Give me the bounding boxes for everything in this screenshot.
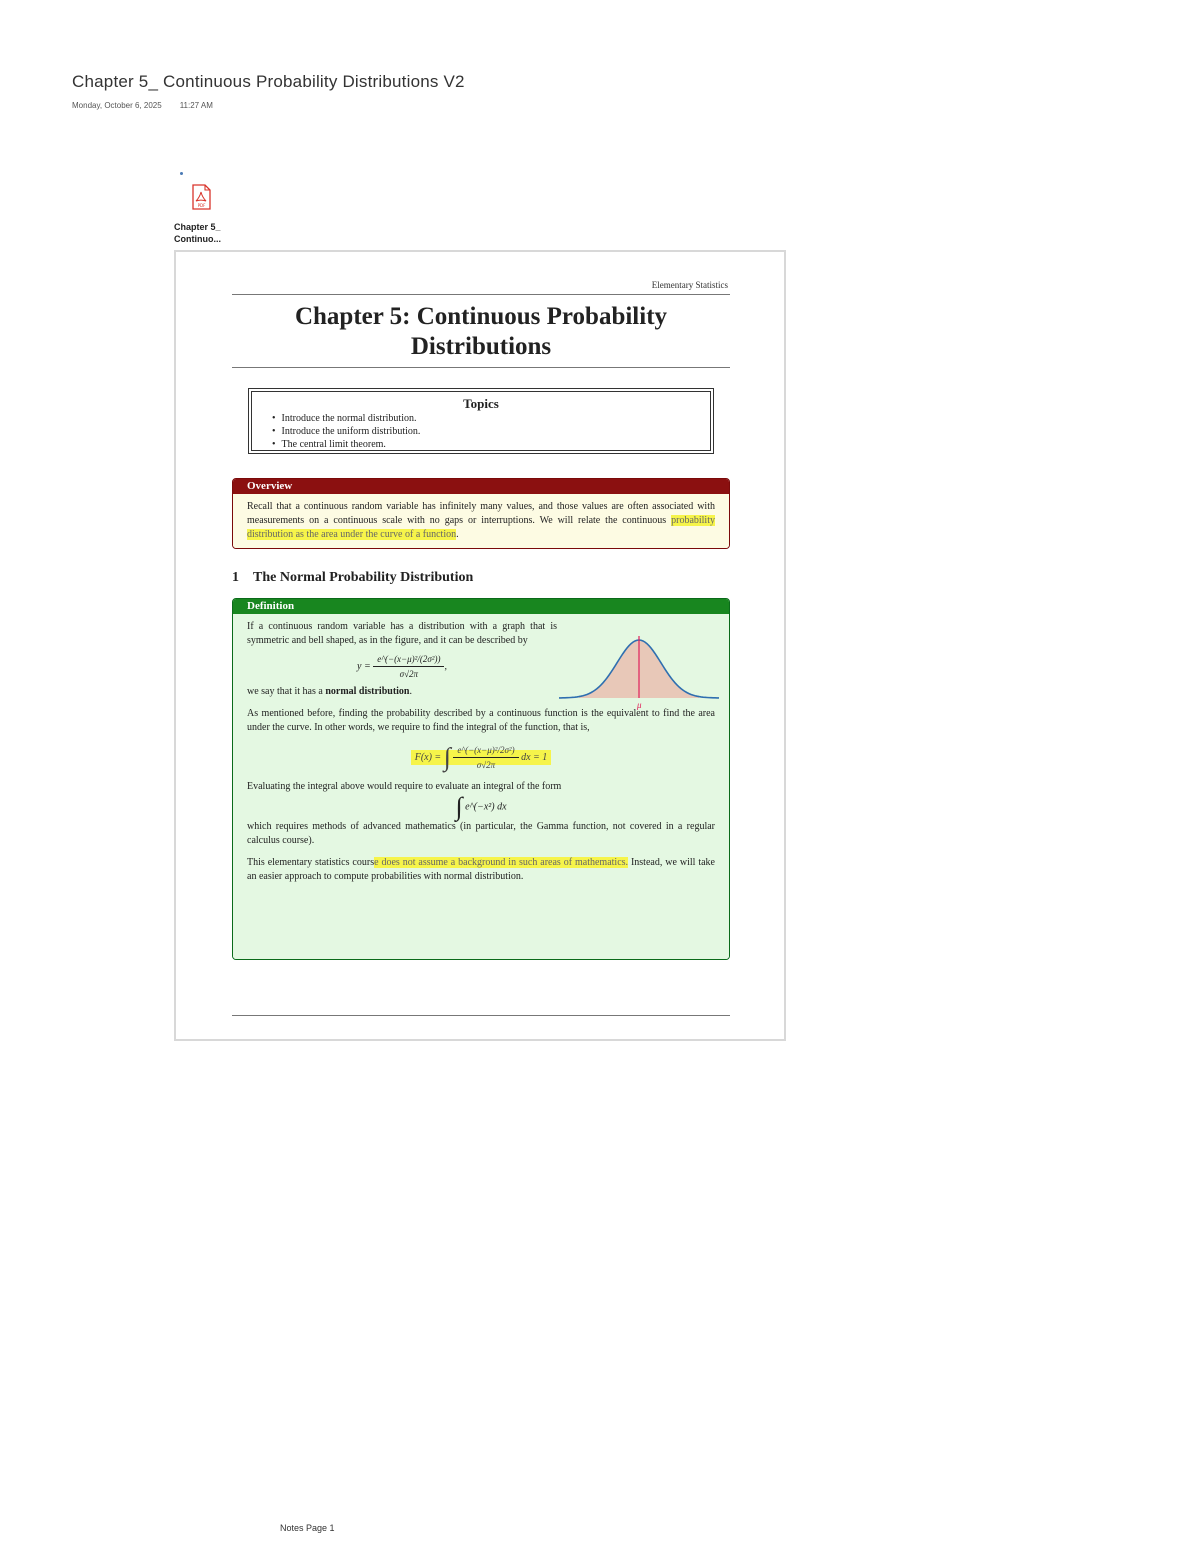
normal-density-formula: y = $\frac{\text{e\textasciicircum{}(−(x−μ)²/(2σ²))}}{\sigma√2\pi}$ , — [357, 654, 447, 679]
header-rule — [232, 294, 730, 295]
running-head: Elementary Statistics — [651, 280, 728, 290]
gamma-form-formula — [247, 792, 715, 821]
overview-text-plain: Recall that a continuous random variable has infinitely many values, and those values are often associated with measurements on a continuous scale with no gaps or interruptions. We will relate the continuous — [247, 501, 715, 526]
attachment-name — [174, 221, 234, 245]
section-heading — [232, 570, 473, 586]
chapter-title-line2: Distributions — [410, 333, 552, 360]
pdf-page-preview[interactable] — [174, 250, 786, 1041]
overview-box — [232, 478, 730, 549]
integral-formula — [247, 743, 715, 772]
title-rule — [232, 367, 730, 368]
gamma-intro: Evaluating the integral above would require to evaluate an integral of the form — [247, 781, 562, 792]
gamma-form: e^(−x²) dx — [465, 801, 507, 813]
normal-distribution-term: normal distribution — [325, 686, 410, 697]
note-date: Monday, October 6, 2025 — [72, 101, 162, 110]
note-title: Chapter 5_ Continuous Probability Distributions V2 — [72, 72, 465, 91]
integral-lhs: F(x) = — [414, 751, 442, 763]
course-note-plain: This elementary statistics cours — [247, 857, 375, 869]
bell-curve-figure — [559, 630, 719, 712]
gamma-integral-sign: ∫ — [455, 792, 463, 821]
overview-heading: Overview — [233, 479, 729, 494]
chapter-title-line1: Chapter 5: Continuous Probability — [294, 303, 668, 330]
topics-heading: Topics — [463, 396, 499, 411]
topics-box — [248, 388, 714, 454]
definition-intro: If a continuous random variable has a distribution with a graph that is symmetric and bell shaped, as in the figure, and it can be described by — [247, 621, 557, 646]
notes-page-footer: Notes Page 1 — [280, 1523, 335, 1533]
formula-denominator: σ√2π — [399, 669, 419, 679]
section-title: The Normal Probability Distribution — [253, 570, 474, 585]
topics-item: • Introduce the normal distribution. — [272, 412, 690, 425]
bullet-marker — [180, 172, 183, 175]
note-timestamp — [72, 101, 213, 110]
integral-explanation: As mentioned before, finding the probability described by a continuous function is the equivalent to find the area under the curve. In other words, we require to find the integral of the function, that is, — [247, 708, 715, 733]
footer-rule — [232, 1015, 730, 1016]
formula-lhs: y = — [357, 660, 371, 672]
attachment-name-line1: Chapter 5_ — [174, 222, 221, 232]
topics-list — [272, 412, 690, 451]
integral-rhs: dx = 1 — [521, 751, 548, 763]
integral-fraction — [453, 743, 518, 772]
definition-body — [233, 614, 729, 960]
overview-text-end: . — [456, 529, 459, 540]
formula-numerator: e^(−(x−μ)²/(2σ²)) — [373, 652, 444, 667]
course-note — [247, 856, 715, 884]
section-number: 1 — [232, 570, 239, 585]
course-note-highlight: e does not assume a background in such areas of mathematics. — [374, 857, 629, 869]
mean-label: μ — [637, 700, 642, 710]
overview-text — [233, 494, 729, 548]
pdf-file-icon — [190, 184, 212, 210]
integral-sign: ∫ — [443, 742, 451, 772]
conclusion-plain: we say that it has a — [247, 686, 326, 697]
formula-fraction — [373, 652, 444, 681]
integral-denominator: σ√2π — [476, 760, 496, 770]
svg-text:PDF: PDF — [197, 203, 206, 208]
attachment-name-line2: Continuo... — [174, 234, 221, 244]
overview-highlight: probability distribution as the area under the curve of a function — [247, 515, 715, 540]
note-time: 11:27 AM — [179, 101, 213, 110]
topics-item: • Introduce the uniform distribution. — [272, 425, 690, 438]
conclusion-end: . — [409, 686, 412, 697]
course-note-end: Instead, we will take an easier approach to compute probabilities with normal distribution. — [247, 857, 715, 883]
pdf-attachment[interactable] — [174, 184, 234, 245]
chapter-title — [232, 302, 730, 362]
definition-box — [232, 598, 730, 960]
integral-numerator: e^(−(x−μ)²/2σ²) — [453, 743, 518, 758]
topics-item: • The central limit theorem. — [272, 438, 690, 451]
definition-heading: Definition — [233, 599, 729, 614]
gamma-note: which requires methods of advanced mathematics (in particular, the Gamma function, not covered in a regular calculus course). — [247, 821, 715, 847]
integral-highlight — [411, 742, 552, 772]
